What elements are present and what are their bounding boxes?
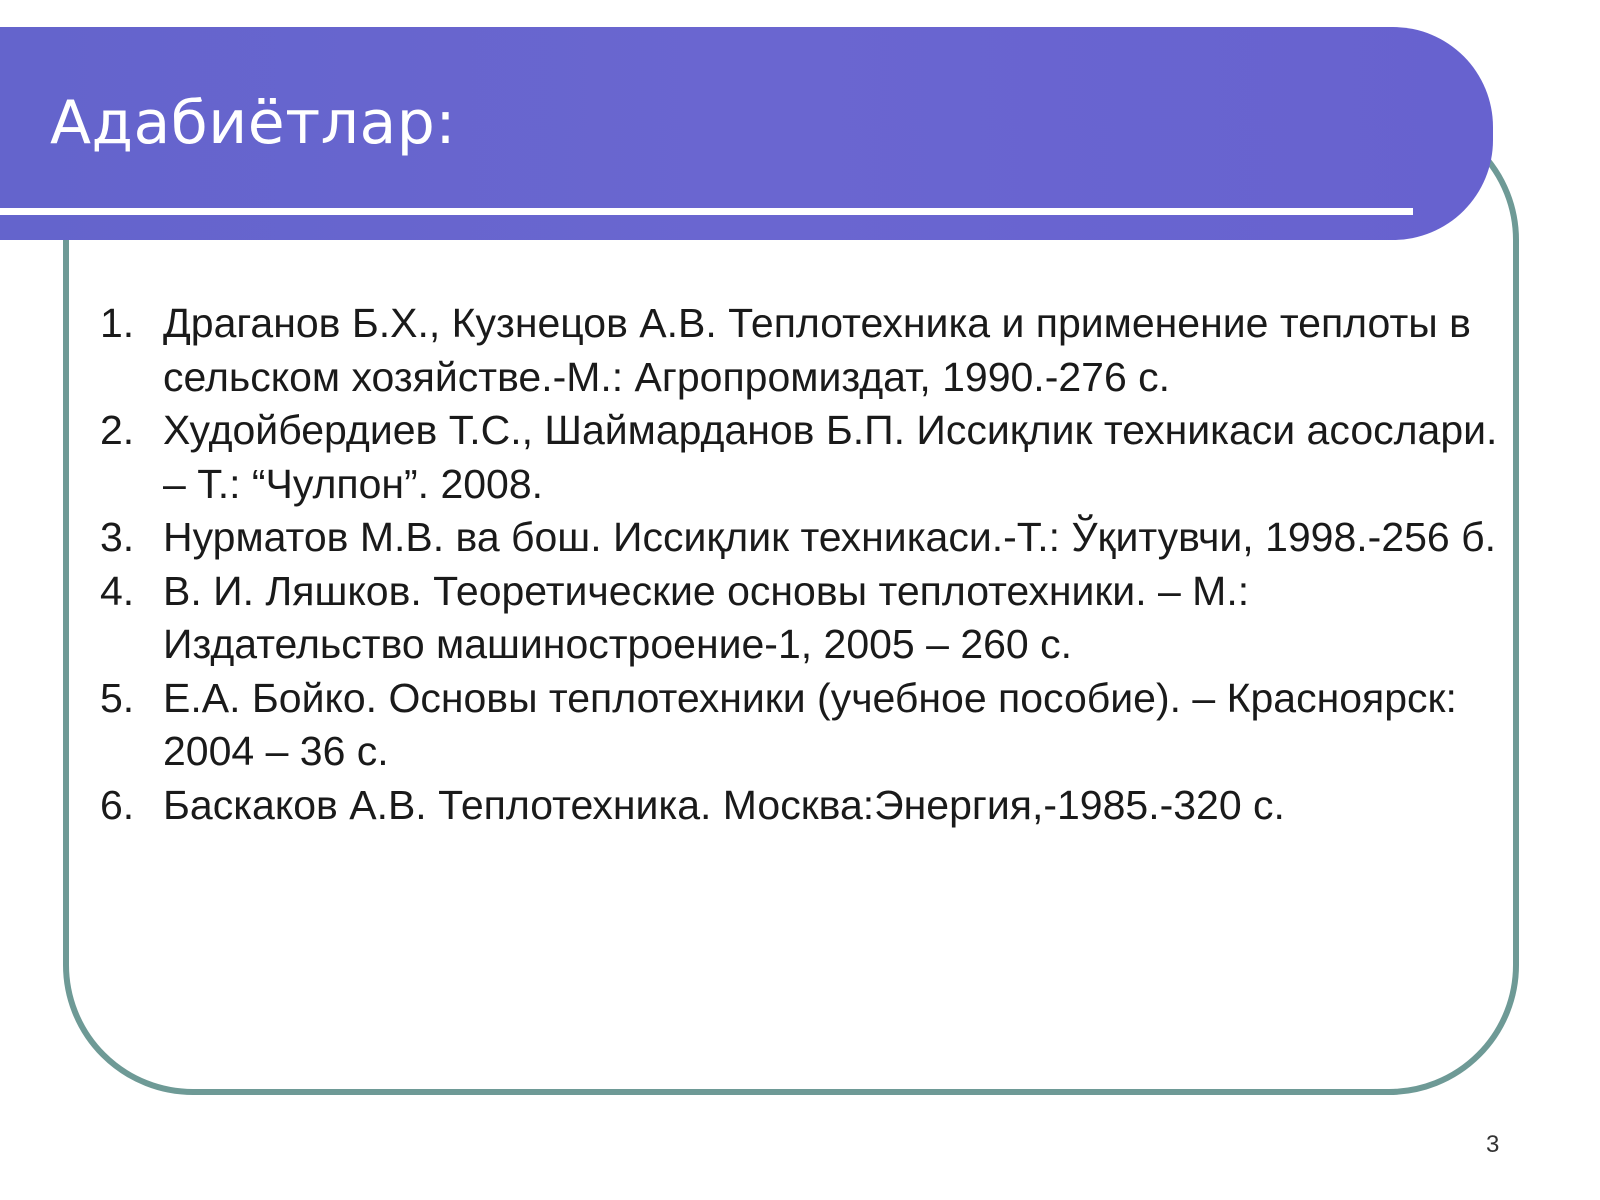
- reference-item-1: [100, 297, 1500, 404]
- reference-number: 6.: [100, 781, 135, 828]
- reference-text: Е.А. Бойко. Основы теплотехники (учебное пособие). – Красноярск: 2004 – 36 с.: [163, 674, 1457, 774]
- page-number: 3: [1486, 1131, 1500, 1158]
- reference-number: 1.: [100, 300, 135, 346]
- reference-text: Драганов Б.Х., Кузнецов А.В. Теплотехника и применение теплоты в сельском хозяйстве.-М.: Агропромиздат, 1990.-276 с.: [163, 300, 1471, 400]
- reference-text: Нурматов М.В. ва бош. Иссиқлик техникаси.-Т.: Ўқитувчи, 1998.-256 б.: [163, 514, 1497, 560]
- reference-number: 5.: [100, 674, 135, 721]
- slide-title: Адабиётлар:: [50, 88, 457, 158]
- reference-text: В. И. Ляшков. Теоретические основы теплотехники. – М.: Издательство машиностроение-1, 2005 – 260 с.: [163, 567, 1250, 667]
- reference-list: [100, 297, 1500, 832]
- reference-item-2: [100, 404, 1500, 511]
- reference-text: Худойбердиев Т.С., Шаймарданов Б.П. Иссиқлик техникаси асослари. – Т.: “Чулпон”. 2008.: [163, 407, 1498, 507]
- reference-item-3: [100, 511, 1500, 565]
- reference-number: 3.: [100, 514, 135, 560]
- title-divider: [0, 208, 1413, 215]
- reference-text: Баскаков А.В. Теплотехника. Москва:Энергия,-1985.-320 с.: [163, 781, 1285, 828]
- reference-item-6: [100, 779, 1500, 833]
- reference-item-5: [100, 672, 1500, 779]
- reference-number: 4.: [100, 567, 135, 614]
- reference-number: 2.: [100, 407, 135, 453]
- reference-item-4: [100, 565, 1500, 672]
